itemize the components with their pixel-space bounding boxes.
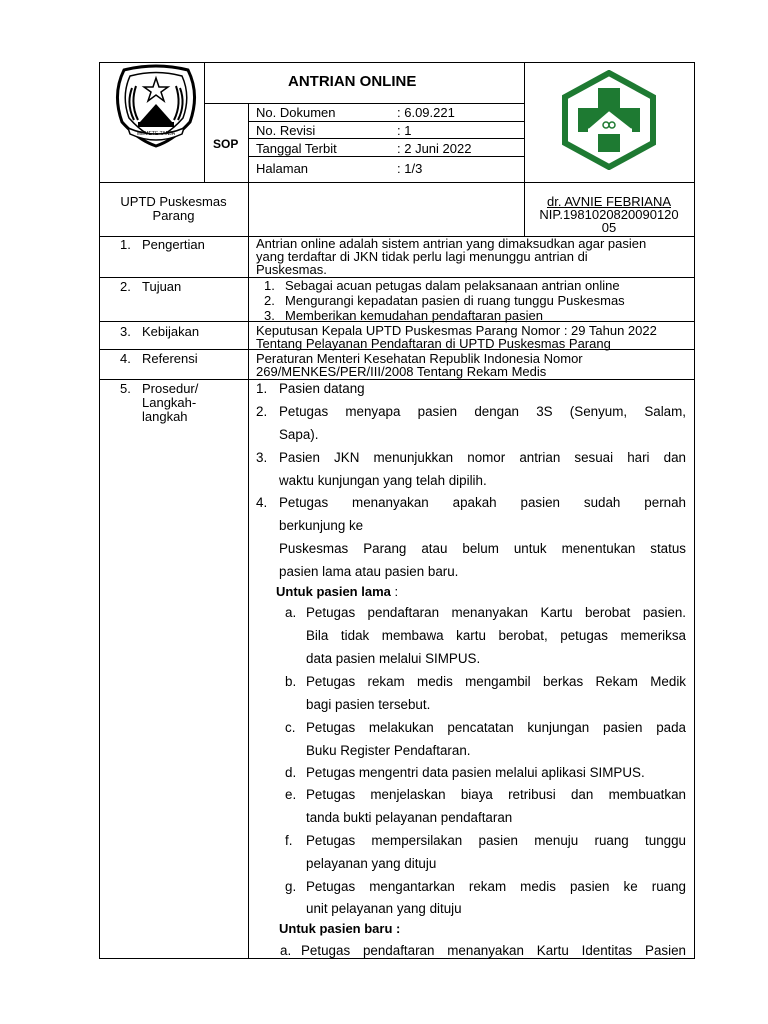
meta-label: Tanggal Terbit — [256, 141, 337, 156]
signer-divider — [524, 182, 525, 236]
section-label: Prosedur/ — [142, 381, 199, 396]
sub-step-line: Petugas pendaftaran menanyakan Kartu Identitas Pasien — [301, 943, 686, 958]
step-line: Pasien JKN menunjukkan nomor antrian sesuai hari dan — [279, 450, 686, 465]
content-line: Peraturan Menteri Kesehatan Republik Indonesia Nomor — [256, 351, 583, 366]
sub-step-line: Petugas pendaftaran menanyakan Kartu berobat pasien. — [306, 605, 686, 620]
list-number: 1. — [264, 278, 275, 293]
frame-right — [694, 62, 695, 959]
list-number: 3. — [264, 308, 275, 323]
step-number: 4. — [256, 495, 268, 510]
sub-step-line: bagi pasien tersebut. — [306, 697, 431, 712]
sub-step-line: data pasien melalui SIMPUS. — [306, 651, 481, 666]
meta-rule-1 — [248, 121, 524, 122]
list-item: Memberikan kemudahan pendaftaran pasien — [285, 308, 544, 323]
sub-step-letter: d. — [285, 765, 297, 780]
sub-step-line: Petugas melakukan pencatatan kunjungan pasien pada — [306, 720, 686, 735]
sub-step-line: Petugas mempersilakan pasien menuju ruang tunggu — [306, 833, 686, 848]
section-label: langkah — [142, 409, 188, 424]
content-line: Antrian online adalah sistem antrian yang dimaksudkan agar pasien — [256, 236, 647, 251]
step-number: 1. — [256, 381, 268, 396]
step-line: Petugas menyapa pasien dengan 3S (Senyum, Salam, — [279, 404, 686, 419]
label-column-divider — [248, 182, 249, 959]
pasien-lama-heading — [276, 585, 398, 599]
sub-step-line: Petugas menjelaskan biaya retribusi dan membuatkan — [306, 787, 686, 802]
sop-divider — [248, 103, 249, 182]
organization-name: UPTD Puskesmas — [120, 194, 227, 209]
step-number: 2. — [256, 404, 268, 419]
pasien-baru-heading: Untuk pasien baru : — [279, 921, 401, 936]
content-line: Tentang Pelayanan Pendaftaran di UPTD Puskesmas Parang — [256, 336, 611, 351]
step-line: Pasien datang — [279, 381, 365, 396]
step-line: Petugas menanyakan apakah pasien sudah pernah — [279, 495, 686, 510]
puskesmas-logo — [560, 70, 658, 170]
step-line: berkunjung ke — [279, 518, 364, 533]
header-bottom-rule — [99, 182, 695, 183]
svg-text:MEMETE TANJA: MEMETE TANJA — [136, 131, 176, 137]
section-number: 4. — [120, 351, 131, 366]
step-number: 3. — [256, 450, 268, 465]
step-line: Puskesmas Parang atau belum untuk menentukan status — [279, 541, 686, 556]
section-label: Langkah- — [142, 395, 197, 410]
content-line: Puskesmas. — [256, 262, 327, 277]
step-line: waktu kunjungan yang telah dipilih. — [279, 473, 487, 488]
list-number: 2. — [264, 293, 275, 308]
section-number: 5. — [120, 381, 131, 396]
list-item: Mengurangi kepadatan pasien di ruang tunggu Puskesmas — [285, 293, 625, 308]
sub-step-line: tanda bukti pelayanan pendaftaran — [306, 810, 513, 825]
meta-value: : 1 — [397, 123, 412, 138]
organization-name-line2: Parang — [152, 208, 195, 223]
sub-step-letter: g. — [285, 879, 297, 894]
sub-step-letter: b. — [285, 674, 297, 689]
content-line: 269/MENKES/PER/III/2008 Tentang Rekam Medis — [256, 364, 547, 379]
sub-step-line: Bila tidak membawa kartu berobat, petugas memeriksa — [306, 628, 686, 643]
frame-top — [99, 62, 695, 63]
content-line: yang terdaftar di JKN tidak perlu lagi menunggu antrian di — [256, 249, 588, 264]
section-number: 3. — [120, 324, 131, 339]
sub-step-line: pelayanan yang dituju — [306, 856, 437, 871]
section-label: Referensi — [142, 351, 198, 366]
meta-rule-2 — [248, 138, 524, 139]
header-divider-left — [204, 62, 205, 182]
sub-step-letter: a. — [280, 943, 292, 958]
meta-label: No. Dokumen — [256, 105, 336, 120]
meta-label: Halaman — [256, 161, 309, 176]
signer-nip: NIP.1981020820090120 — [539, 207, 679, 222]
sub-step-line: Petugas rekam medis mengambil berkas Rekam Medik — [306, 674, 686, 689]
meta-value: : 1/3 — [397, 161, 423, 176]
meta-label: No. Revisi — [256, 123, 316, 138]
content-line: Keputusan Kepala UPTD Puskesmas Parang Nomor : 29 Tahun 2022 — [256, 323, 657, 338]
heading-colon: : — [390, 584, 399, 599]
step-line: Sapa). — [279, 427, 319, 442]
meta-rule-3 — [248, 156, 524, 157]
sub-step-line: Buku Register Pendaftaran. — [306, 743, 471, 758]
section-label: Tujuan — [142, 279, 182, 294]
section-label: Kebijakan — [142, 324, 200, 339]
sub-step-letter: f. — [285, 833, 293, 848]
sub-step-letter: a. — [285, 605, 297, 620]
header-divider-right — [524, 62, 525, 182]
section-number: 2. — [120, 279, 131, 294]
step-line: pasien lama atau pasien baru. — [279, 564, 459, 579]
row-rule-5 — [99, 379, 695, 380]
sub-step-line: Petugas mengantarkan rekam medis pasien ke ruang — [306, 879, 686, 894]
sub-step-line: Petugas mengentri data pasien melalui aplikasi SIMPUS. — [306, 765, 645, 780]
list-item: Sebagai acuan petugas dalam pelaksanaan antrian online — [285, 278, 620, 293]
section-label: Pengertian — [142, 237, 205, 252]
sub-step-line: unit pelayanan yang dituju — [306, 901, 462, 916]
sub-step-letter: e. — [285, 787, 297, 802]
signer-nip-line2: 05 — [601, 220, 617, 235]
document-title: ANTRIAN ONLINE — [288, 73, 417, 90]
signer-name: dr. AVNIE FEBRIANA — [546, 194, 672, 209]
heading-text: Untuk pasien lama — [276, 584, 391, 599]
section-number: 1. — [120, 237, 131, 252]
meta-value: : 2 Juni 2022 — [397, 141, 472, 156]
sub-step-letter: c. — [285, 720, 296, 735]
title-rule — [204, 103, 524, 104]
meta-value: : 6.09.221 — [397, 105, 455, 120]
regional-emblem-logo — [110, 64, 202, 148]
sop-label: SOP — [213, 137, 239, 151]
